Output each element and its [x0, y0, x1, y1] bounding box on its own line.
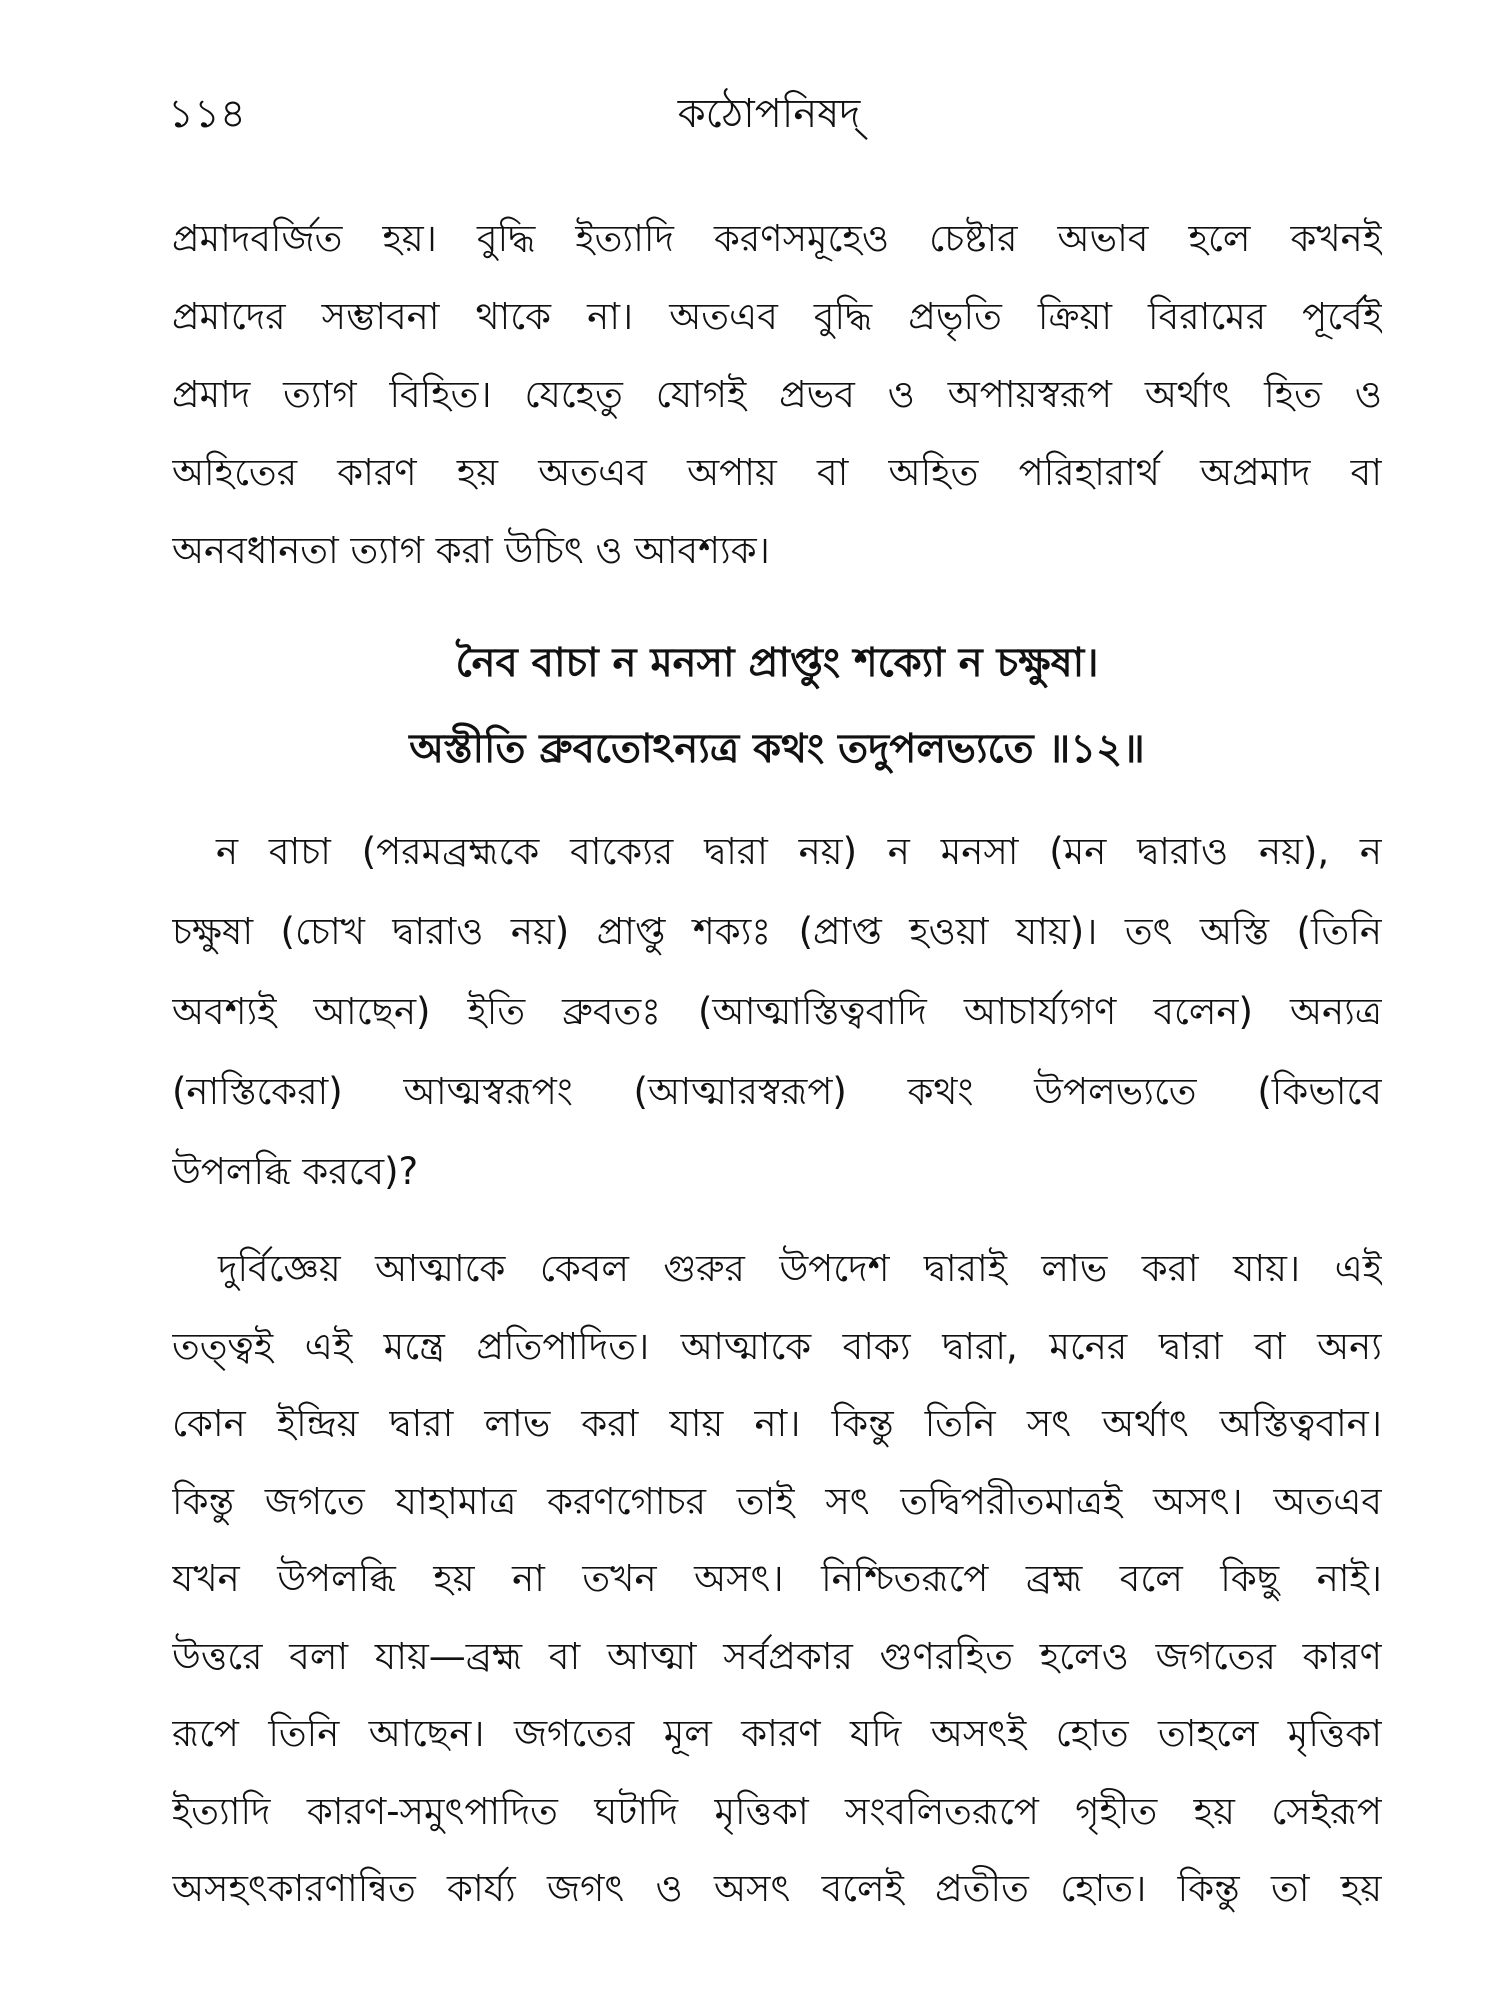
text-line: ন বাচা (পরমব্রহ্মকে বাক্যের দ্বারা নয়) ন মনসা (মন দ্বারাও নয়), ন — [216, 830, 1382, 873]
text-line: অনবধানতা ত্যাগ করা উচিৎ ও আবশ্যক। — [172, 529, 770, 572]
verse-line: নৈব বাচা ন মনসা প্রাপ্তুং শক্যো ন চক্ষুষা। — [455, 640, 1099, 686]
text-line: রূপে তিনি আছেন। জগতের মূল কারণ যদি অসৎই হোত তাহলে মৃত্তিকা — [172, 1712, 1382, 1755]
verse-line: অস্তীতি ব্রুবতোঽন্যত্র কথং তদুপলভ্যতে ॥১২॥ — [409, 726, 1145, 772]
text-line: প্রমাদবর্জিত হয়। বুদ্ধি ইত্যাদি করণসমূহেও চেষ্টার অভাব হলে কখনই — [172, 217, 1382, 260]
text-line: কোন ইন্দ্রিয় দ্বারা লাভ করা যায় না। কিন্তু তিনি সৎ অর্থাৎ অস্তিত্ববান। — [172, 1402, 1382, 1445]
page-header — [168, 84, 1370, 144]
text-line: কিন্তু জগতে যাহামাত্র করণগোচর তাই সৎ তদ্বিপরীতমাত্রই অসৎ। অতএব — [172, 1479, 1382, 1523]
page-number: ১১৪ — [168, 91, 246, 137]
text-line: অসহৎকারণান্বিত কার্য্য জগৎ ও অসৎ বলেই প্রতীত হোত। কিন্তু তা হয় — [172, 1867, 1382, 1910]
text-line: প্রমাদের সম্ভাবনা থাকে না। অতএব বুদ্ধি প্রভৃতি ক্রিয়া বিরামের পূর্বেই — [172, 295, 1382, 338]
text-line: তত্ত্বই এই মন্ত্রে প্রতিপাদিত। আত্মাকে বাক্য দ্বারা, মনের দ্বারা বা অন্য — [172, 1324, 1382, 1368]
text-line: দুর্বিজ্ঞেয় আত্মাকে কেবল গুরুর উপদেশ দ্বারাই লাভ করা যায়। এই — [218, 1247, 1382, 1290]
text-line: উপলব্ধি করবে)? — [172, 1150, 419, 1193]
text-line: উত্তরে বলা যায়—ব্রহ্ম বা আত্মা সর্বপ্রকার গুণরহিত হলেও জগতের কারণ — [172, 1634, 1382, 1678]
sanskrit-verse — [172, 620, 1382, 792]
text-line: চক্ষুষা (চোখ দ্বারাও নয়) প্রাপ্তু শক্যঃ (প্রাপ্ত হওয়া যায়)। তৎ অস্তি (তিনি — [172, 910, 1382, 953]
text-line: (নাস্তিকেরা) আত্মস্বরূপং (আত্মারস্বরূপ) কথং উপলভ্যতে (কিভাবে — [172, 1070, 1382, 1113]
text-line: অবশ্যই আছেন) ইতি ব্রুবতঃ (আত্মাস্তিত্ববাদি আচার্য্যগণ বলেন) অন্যত্র — [172, 990, 1382, 1033]
word-meaning-paragraph — [172, 812, 1382, 1212]
text-line: অহিতের কারণ হয় অতএব অপায় বা অহিত পরিহারার্থ অপ্রমাদ বা — [172, 451, 1382, 494]
running-title: কঠোপনিষদ্ — [677, 91, 861, 137]
commentary-paragraph-1 — [172, 200, 1382, 590]
commentary-paragraph-2 — [172, 1230, 1382, 1928]
text-line: যখন উপলব্ধি হয় না তখন অসৎ। নিশ্চিতরূপে ব্রহ্ম বলে কিছু নাই। — [172, 1557, 1382, 1600]
text-line: প্রমাদ ত্যাগ বিহিত। যেহেতু যোগই প্রভব ও অপায়স্বরূপ অর্থাৎ হিত ও — [172, 373, 1382, 416]
text-line: ইত্যাদি কারণ-সমুৎপাদিত ঘটাদি মৃত্তিকা সংবলিতরূপে গৃহীত হয় সেইরূপ — [172, 1789, 1382, 1833]
